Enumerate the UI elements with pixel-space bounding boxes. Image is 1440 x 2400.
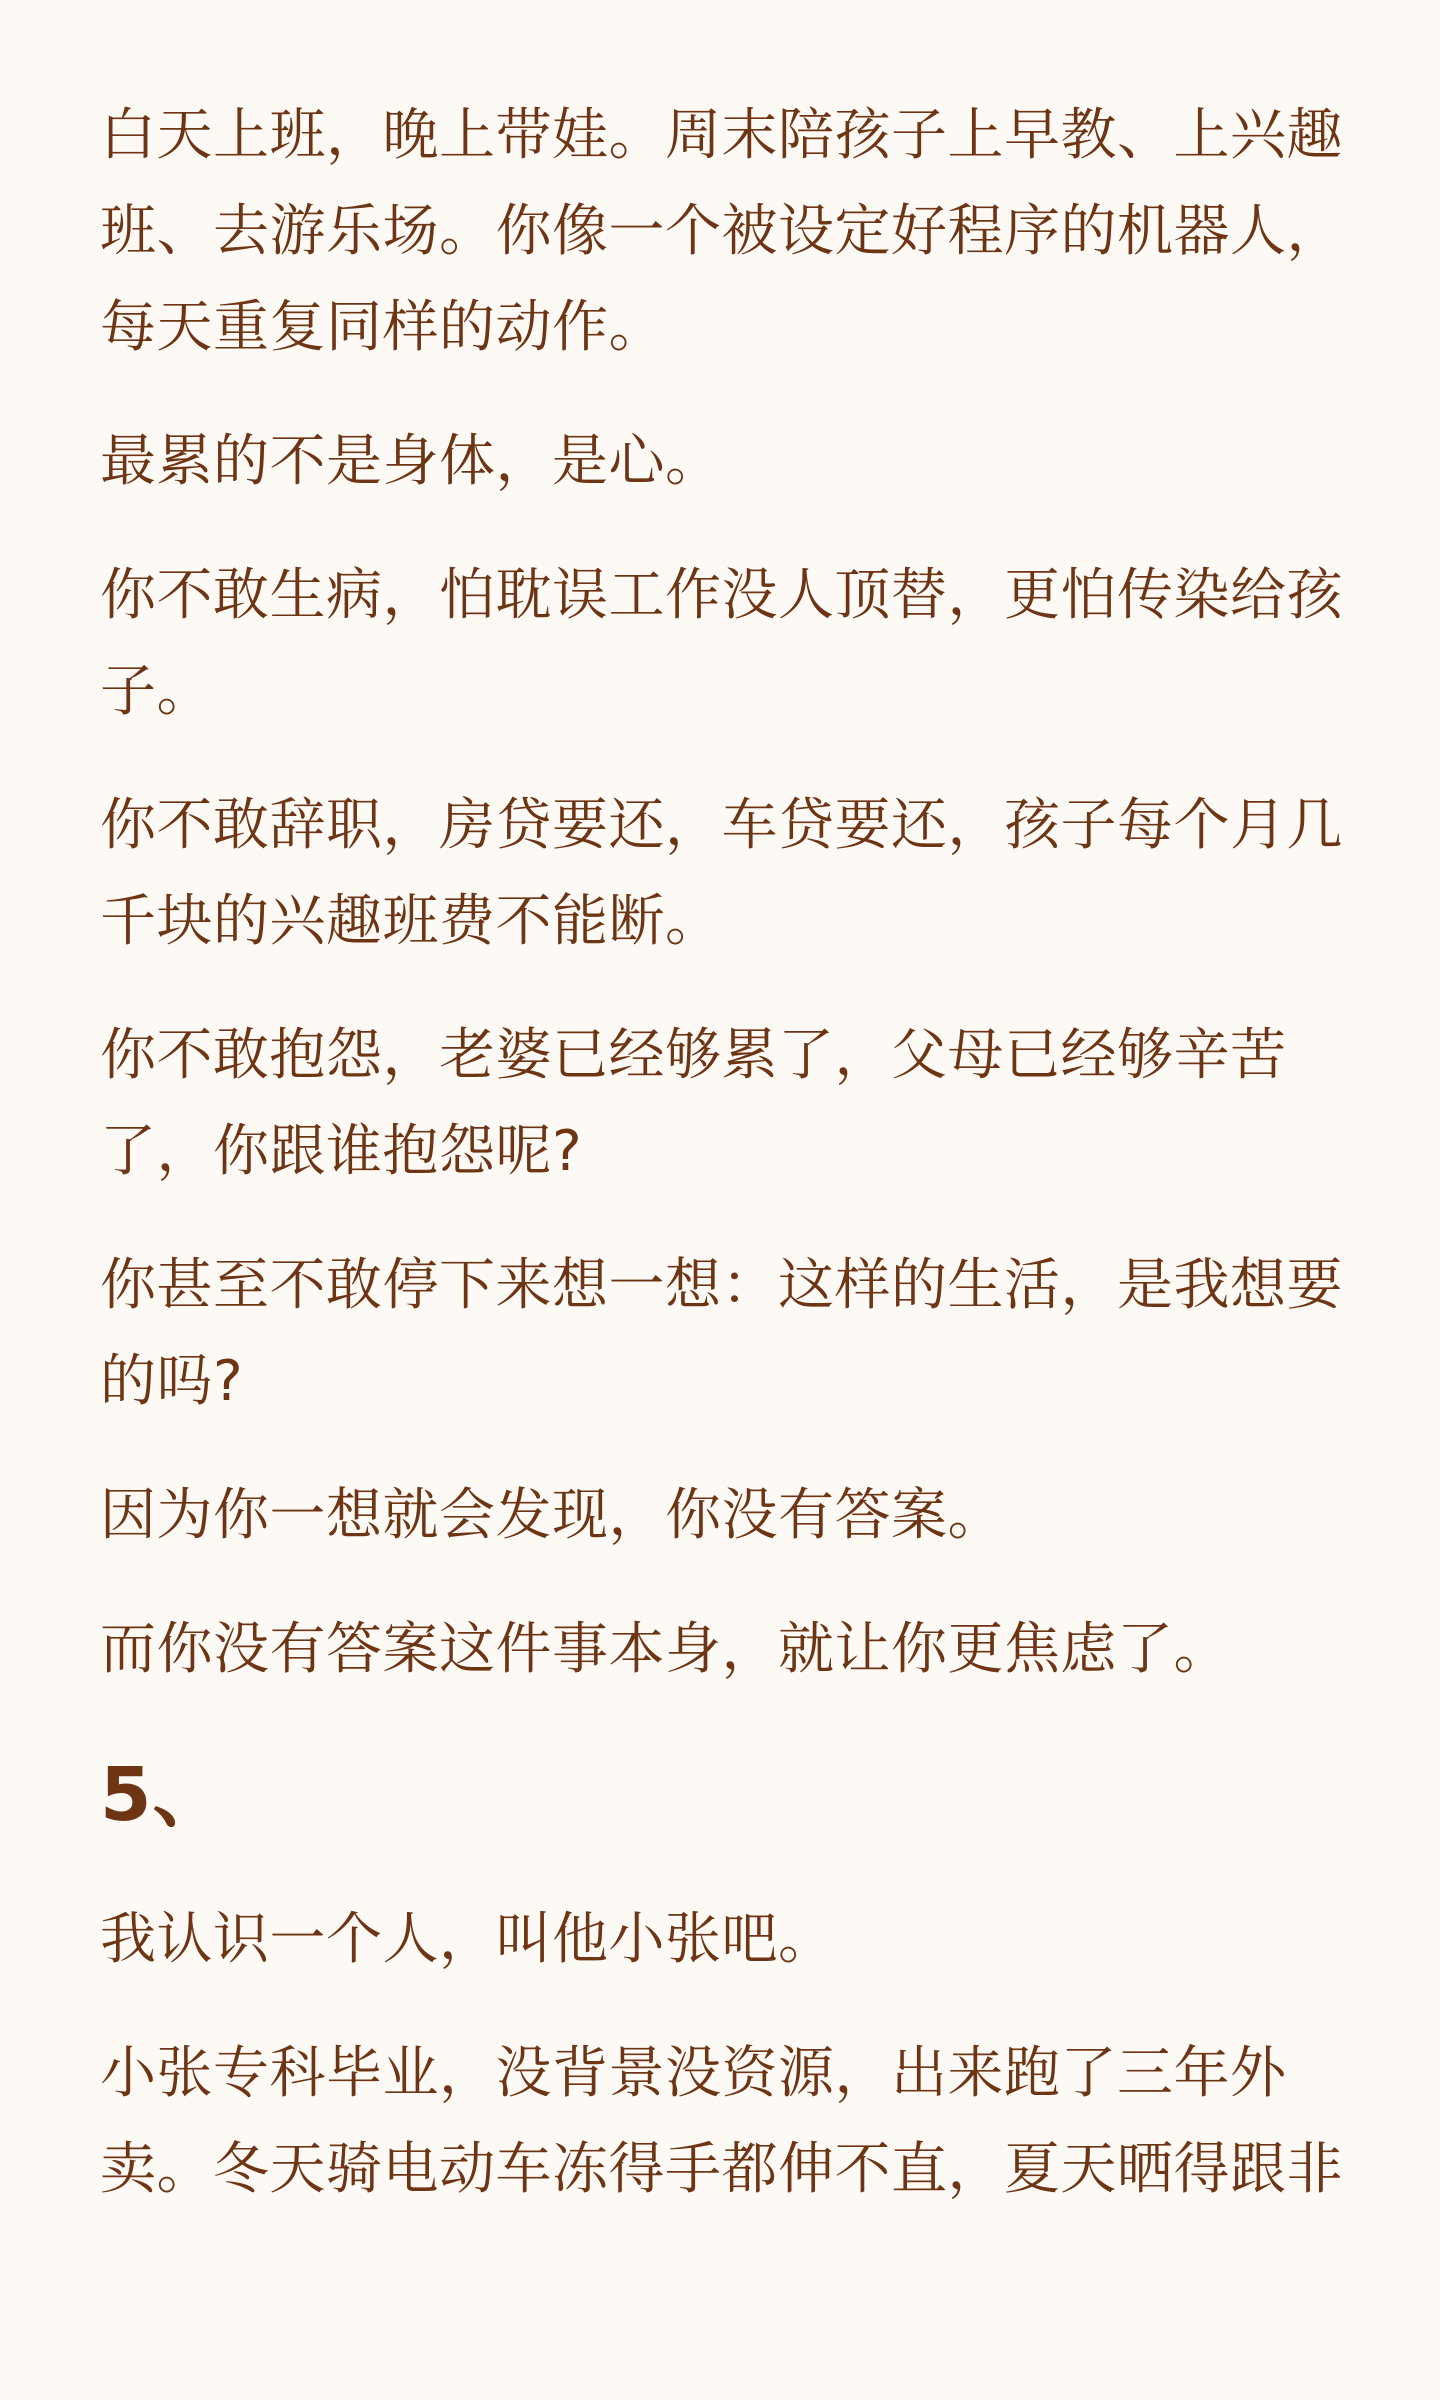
text-line: 的吗? (100, 1349, 244, 1414)
paragraph (100, 1602, 1340, 1698)
text-line: 最累的不是身体，是心。 (100, 429, 722, 494)
text-line: 了，你跟谁抱怨呢? (100, 1119, 583, 1184)
text-line: 班、去游乐场。你像一个被设定好程序的机器人， (100, 199, 1343, 264)
text-line: 我认识一个人，叫他小张吧。 (100, 1907, 835, 1972)
paragraph (100, 88, 1343, 376)
paragraph (100, 548, 1343, 740)
paragraphs-after (100, 1892, 1343, 2218)
text-line: 每天重复同样的动作。 (100, 295, 665, 360)
text-line: 小张专科毕业，没背景没资源，出来跑了三年外 (100, 2041, 1287, 2106)
text-line: 子。 (100, 659, 213, 724)
paragraph (100, 778, 1343, 970)
text-line: 你不敢抱怨，老婆已经够累了，父母已经够辛苦 (100, 1023, 1287, 1088)
text-line: 而你没有答案这件事本身，就让你更焦虑了。 (100, 1617, 1230, 1682)
paragraph (100, 1238, 1343, 1430)
section-heading: 5、 (100, 1752, 228, 1838)
paragraphs-before (100, 88, 1343, 1698)
text-line: 白天上班，晚上带娃。周末陪孩子上早教、上兴趣 (100, 103, 1343, 168)
text-line: 你不敢生病，怕耽误工作没人顶替，更怕传染给孩 (100, 563, 1343, 628)
paragraph (100, 1892, 1340, 1988)
text-line: 千块的兴趣班费不能断。 (100, 889, 722, 954)
text-line: 你甚至不敢停下来想一想：这样的生活，是我想要 (100, 1253, 1343, 1318)
text-line: 卖。冬天骑电动车冻得手都伸不直，夏天晒得跟非 (100, 2137, 1343, 2202)
text-line: 你不敢辞职，房贷要还，车贷要还，孩子每个月几 (100, 793, 1343, 858)
paragraph (100, 1468, 1340, 1564)
paragraph (100, 414, 1340, 510)
paragraph (100, 2026, 1343, 2218)
paragraph (100, 1008, 1340, 1200)
text-line: 因为你一想就会发现，你没有答案。 (100, 1483, 1004, 1548)
